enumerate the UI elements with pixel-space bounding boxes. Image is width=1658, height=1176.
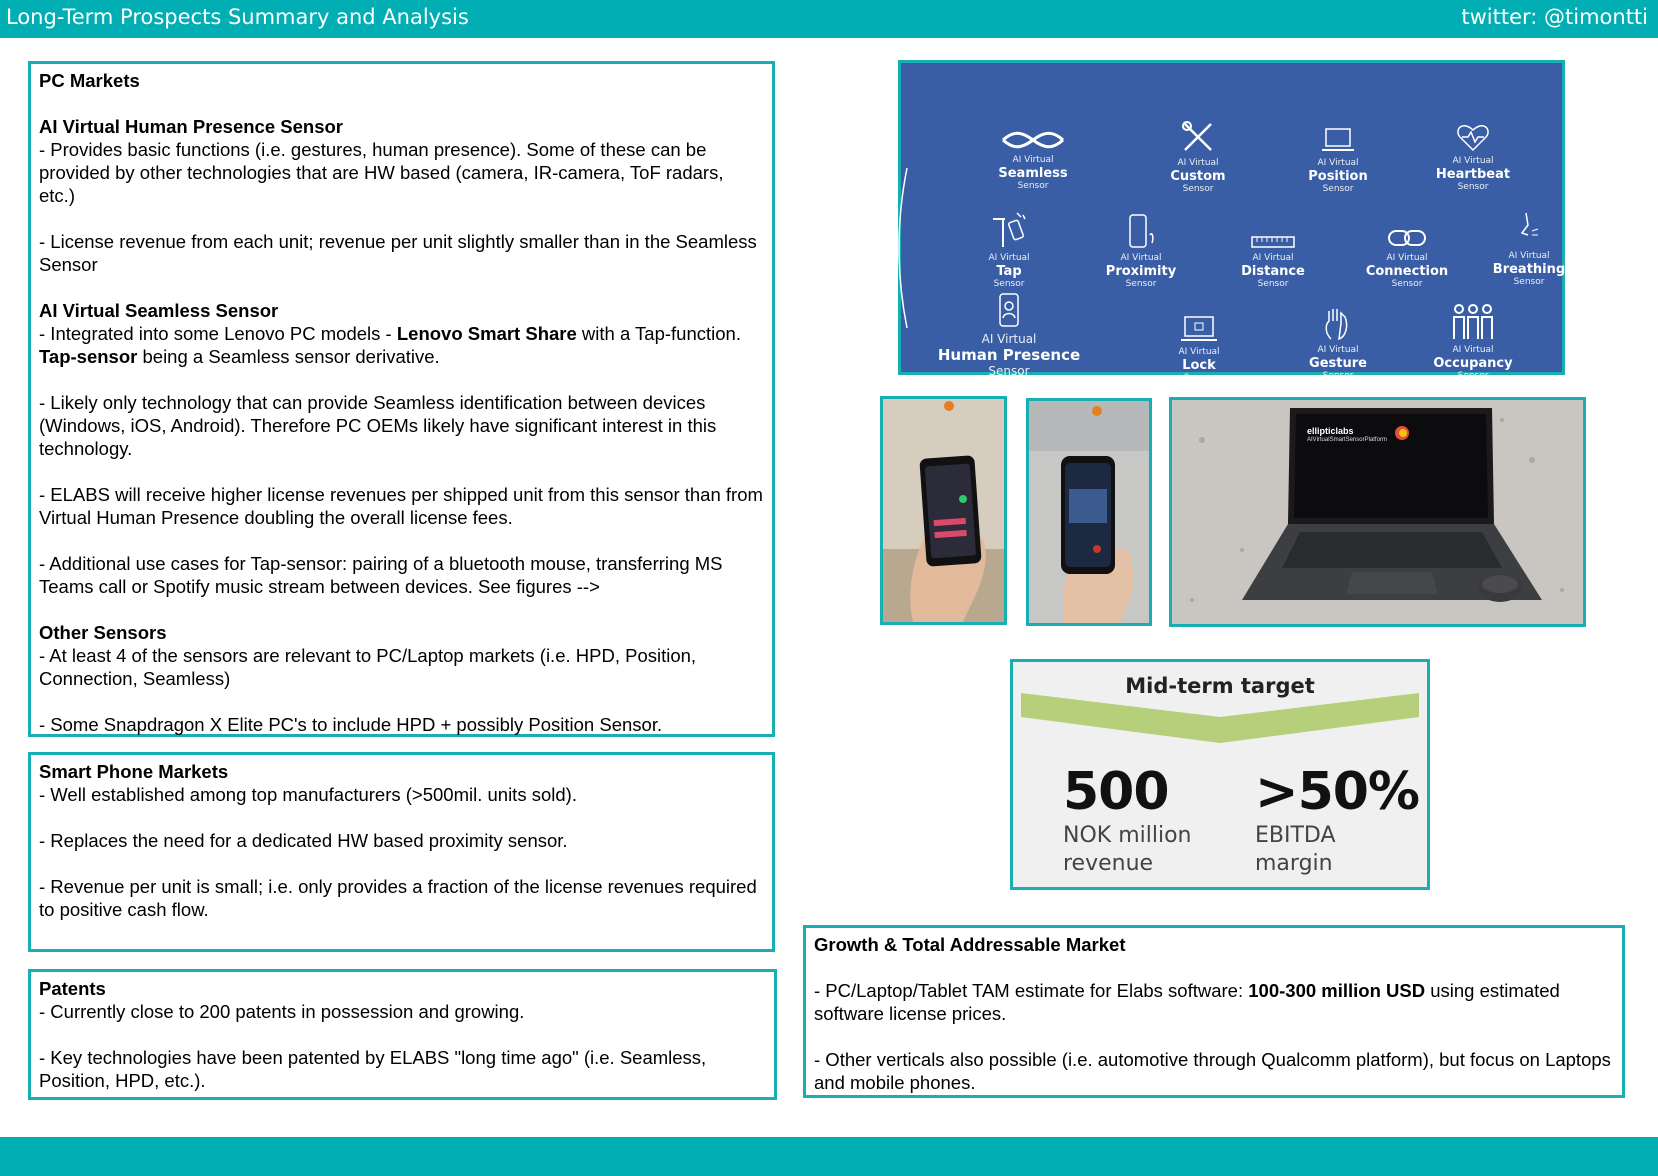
revenue-label-line-2: revenue [1063, 851, 1154, 876]
photo-phone-1-drawing [883, 399, 1004, 622]
photo-laptop [1169, 397, 1586, 627]
target-title: Mid-term target [1125, 674, 1315, 698]
laptop-icon [1321, 126, 1355, 154]
ebitda-label-line-2: margin [1255, 851, 1333, 876]
pc-markets-heading: PC Markets [39, 70, 140, 91]
smart-phone-heading: Smart Phone Markets [39, 761, 229, 782]
seamless-paragraph-4: - Additional use cases for Tap-sensor: pairing of a bluetooth mouse, transferring MS Teams call or Spotify music stream between devices. See figures --> [39, 553, 723, 597]
seamless-heading: AI Virtual Seamless Sensor [39, 300, 279, 321]
sensor-seamless: AI Virtual Seamless Sensor [968, 113, 1098, 192]
heart-icon [1456, 122, 1490, 152]
sensor-proximity: AI Virtual Proximity Sensor [1076, 211, 1206, 290]
sensor-human-presence: AI Virtual Human Presence Sensor [934, 278, 1084, 378]
ahp-heading: AI Virtual Human Presence Sensor [39, 116, 343, 137]
twitter-handle: twitter: @timontti [1461, 5, 1648, 29]
laptop-subtitle: AIVirtualSmartSensorPlatform [1307, 437, 1387, 443]
other-sensors-paragraph-1: - At least 4 of the sensors are relevant to PC/Laptop markets (i.e. HPD, Position, Connection, Seamless) [39, 645, 697, 689]
sensor-occupancy: AI Virtual Occupancy Sensor [1408, 303, 1538, 382]
ebitda-target-value: >50% [1255, 762, 1420, 822]
lock-icon [1180, 315, 1218, 343]
growth-paragraph-1: - PC/Laptop/Tablet TAM estimate for Elabs software: 100-300 million USD using estimated software license prices. [814, 980, 1560, 1024]
page-title: Long-Term Prospects Summary and Analysis [6, 5, 469, 29]
sensor-tap: AI Virtual Tap Sensor [944, 211, 1074, 290]
ebitda-label-line-1: EBITDA [1255, 823, 1336, 848]
revenue-label-line-1: NOK million [1063, 823, 1192, 848]
photo-laptop-drawing [1172, 400, 1583, 624]
smart-phone-box [28, 752, 775, 952]
people-icon [1451, 303, 1495, 341]
sensor-heartbeat: AI Virtual Heartbeat Sensor [1408, 114, 1538, 193]
sensor-breathing: AI Virtual Breathing Sensor [1464, 209, 1594, 288]
patents-heading: Patents [39, 978, 106, 999]
pc-markets-box [28, 61, 775, 737]
smart-phone-paragraph-2: - Replaces the need for a dedicated HW based proximity sensor. [39, 830, 568, 851]
ahp-paragraph-2: - License revenue from each unit; revenue per unit slightly smaller than in the Seamless Sensor [39, 231, 757, 275]
patents-box [28, 969, 777, 1100]
header-bar [0, 0, 1658, 38]
photo-phone-2-drawing [1029, 401, 1149, 623]
photo-phone-2 [1026, 398, 1152, 626]
seamless-paragraph-1: - Integrated into some Lenovo PC models - Lenovo Smart Share with a Tap-function. Tap-sensor being a Seamless sensor derivative. [39, 323, 741, 367]
wave-icon [1001, 129, 1065, 151]
sensor-position: AI Virtual Position Sensor [1273, 116, 1403, 195]
person-phone-icon [994, 292, 1024, 328]
tools-icon [1181, 120, 1215, 154]
breath-icon [1516, 211, 1542, 247]
link-icon [1387, 227, 1427, 249]
hand-icon [1321, 305, 1355, 341]
photo-phone-1 [880, 396, 1007, 625]
smart-phone-paragraph-3: - Revenue per unit is small; i.e. only provides a fraction of the license revenues required to positive cash flow. [39, 876, 757, 920]
arc-decoration [899, 168, 919, 328]
patents-paragraph-1: - Currently close to 200 patents in possession and growing. [39, 1001, 525, 1022]
patents-paragraph-2: - Key technologies have been patented by ELABS "long time ago" (i.e. Seamless, Position, HPD, etc.). [39, 1047, 707, 1091]
tap-icon [989, 211, 1029, 249]
other-sensors-paragraph-2: - Some Snapdragon X Elite PC's to include HPD + possibly Position Sensor. [39, 714, 663, 735]
footer-bar [0, 1137, 1658, 1176]
growth-box [803, 925, 1625, 1098]
growth-paragraph-2: - Other verticals also possible (i.e. automotive through Qualcomm platform), but focus on Laptops and mobile phones. [814, 1049, 1611, 1093]
revenue-target-value: 500 [1063, 762, 1169, 822]
sensor-overview-panel [898, 60, 1566, 383]
laptop-brand: ellipticlabs [1307, 426, 1354, 436]
sensor-gesture: AI Virtual Gesture Sensor [1273, 303, 1403, 382]
sensor-lock: AI Virtual Lock Sensor [1169, 305, 1229, 384]
phone-icon [1124, 213, 1158, 249]
ahp-paragraph-1: - Provides basic functions (i.e. gestures, human presence). Some of these can be provided by other technologies that are HW based (camera, IR-camera, ToF radars, etc.) [39, 139, 724, 206]
sensor-distance: AI Virtual Distance Sensor [1208, 211, 1338, 290]
growth-heading: Growth & Total Addressable Market [814, 934, 1126, 955]
ruler-icon [1251, 235, 1295, 249]
chevron-arrow [1021, 693, 1419, 745]
smart-phone-paragraph-1: - Well established among top manufacturers (>500mil. units sold). [39, 784, 577, 805]
mid-term-target-box [1010, 659, 1430, 890]
sensor-connection: AI Virtual Connection Sensor [1342, 211, 1472, 290]
seamless-paragraph-2: - Likely only technology that can provide Seamless identification between devices (Windows, iOS, Android). Therefore PC OEMs likely have significant interest in this technology. [39, 392, 717, 459]
other-sensors-heading: Other Sensors [39, 622, 167, 643]
sensor-custom: AI Virtual Custom Sensor [1133, 116, 1263, 195]
seamless-paragraph-3: - ELABS will receive higher license revenues per shipped unit from this sensor than from Virtual Human Presence doubling the overall license fees. [39, 484, 763, 528]
